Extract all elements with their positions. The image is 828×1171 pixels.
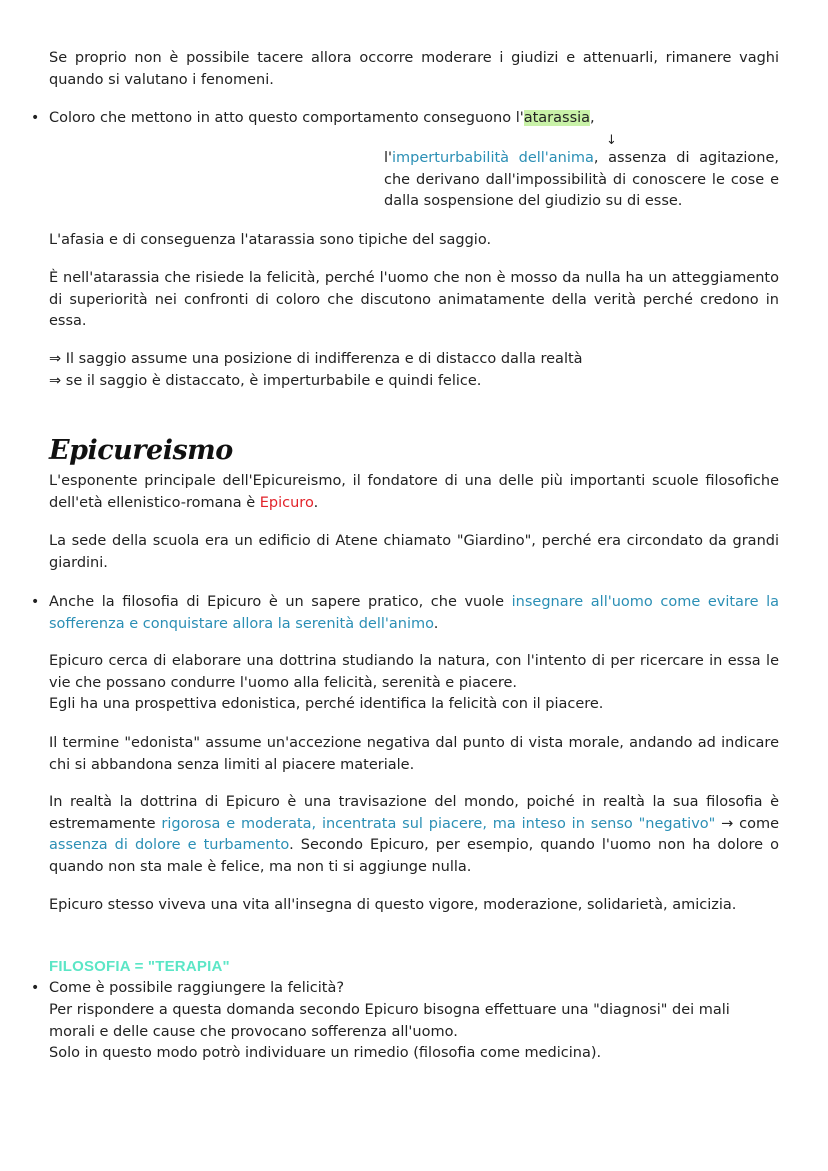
paragraph-rimedio: Solo in questo modo potrò individuare un rimedio (filosofia come medicina). [49, 1045, 602, 1061]
bullet-text-sapere-pratico [49, 592, 779, 635]
subheading-filosofia-terapia: FILOSOFIA = "TERAPIA" [49, 958, 230, 975]
bullet-sapere-pratico: • [31, 594, 40, 610]
text-post: , [590, 110, 595, 126]
paragraph-edonista: Il termine "edonista" assume un'accezione negativa dal punto di vista morale, andando ad indicare chi si abbandona senza limiti al piacere materiale. [49, 735, 779, 773]
b2-pre: Anche la filosofia di Epicuro è un sapere pratico, che vuole [49, 594, 512, 610]
paragraph-felicita: È nell'atarassia che risiede la felicità, perché l'uomo che non è mosso da nulla ha un atteggiamento di superiorità nei confronti di coloro che discutono animatamente della verità perché credono in essa. [49, 270, 779, 329]
paragraph-esponente [49, 471, 779, 514]
realta-t1: In realtà la dottrina di Epicuro è una travisazione del mondo, poiché in realtà la sua filosofia è estremamente [49, 794, 779, 832]
atarassia-definition [384, 148, 779, 213]
bullet-question: Come è possibile raggiungere la felicità? [49, 980, 345, 996]
paragraph-sospensione: Se proprio non è possibile tacere allora occorre moderare i giudizi e attenuarli, rimanere vaghi quando si valutano i fenomeni. [49, 50, 779, 88]
realta-t3: . Secondo Epicuro, per esempio, quando l'uomo non ha dolore o quando non sta male è felice, ma non ti si aggiunge nulla. [49, 837, 779, 875]
realta-t2: → come [715, 815, 780, 832]
realta-blue1: rigorosa e moderata, incentrata sul piacere, ma inteso in senso "negativo" [161, 815, 716, 832]
paragraph-afasia: L'afasia e di conseguenza l'atarassia sono tipiche del saggio. [49, 232, 492, 248]
implication-1: ⇒ Il saggio assume una posizione di indifferenza e di distacco dalla realtà [49, 351, 583, 367]
highlight-atarassia: atarassia [523, 110, 591, 126]
def-blue: imperturbabilità dell'anima [392, 150, 594, 166]
paragraph-edonistica: Egli ha una prospettiva edonistica, perché identifica la felicità con il piacere. [49, 696, 604, 712]
paragraph-sede: La sede della scuola era un edificio di Atene chiamato "Giardino", perché era circondato da grandi giardini. [49, 533, 779, 571]
esp-pre: L'esponente principale dell'Epicureismo, il fondatore di una delle più importanti scuole filosofiche dell'età ellenistico-romana è [49, 473, 779, 511]
realta-blue2: assenza di dolore e turbamento [49, 837, 290, 853]
def-post: , assenza di agitazione, che derivano dall'impossibilità di conoscere le cose e dalla sospensione del giudizio su di esse. [384, 150, 779, 209]
text-pre: Coloro che mettono in atto questo comportamento conseguono l' [49, 110, 524, 126]
bullet-felicita: • [31, 980, 40, 996]
implication-2: ⇒ se il saggio è distaccato, è imperturbabile e quindi felice. [49, 373, 482, 389]
bullet-atarassia: • [31, 110, 40, 126]
paragraph-dottrina: Epicuro cerca di elaborare una dottrina studiando la natura, con l'intento di per ricercare in essa le vie che possano condurre l'uomo alla felicità, serenità e piacere. [49, 653, 779, 691]
esp-red: Epicuro [259, 494, 314, 511]
b2-blue: insegnare all'uomo come evitare la sofferenza e conquistare allora la serenità dell'animo [49, 594, 779, 632]
paragraph-realta [49, 792, 779, 878]
esp-post: . [313, 494, 319, 511]
paragraph-diagnosi: Per rispondere a questa domanda secondo Epicuro bisogna effettuare una "diagnosi" dei mali morali e delle cause che provocano sofferenza all'uomo. [49, 1002, 730, 1040]
down-arrow-icon: ↓ [606, 133, 617, 148]
section-heading-epicureismo: Epicureismo [49, 435, 233, 466]
bullet-text-atarassia [49, 108, 779, 130]
paragraph-vigore: Epicuro stesso viveva una vita all'insegna di questo vigore, moderazione, solidarietà, amicizia. [49, 897, 737, 913]
def-pre: l' [384, 150, 393, 166]
b2-post: . [433, 615, 439, 632]
